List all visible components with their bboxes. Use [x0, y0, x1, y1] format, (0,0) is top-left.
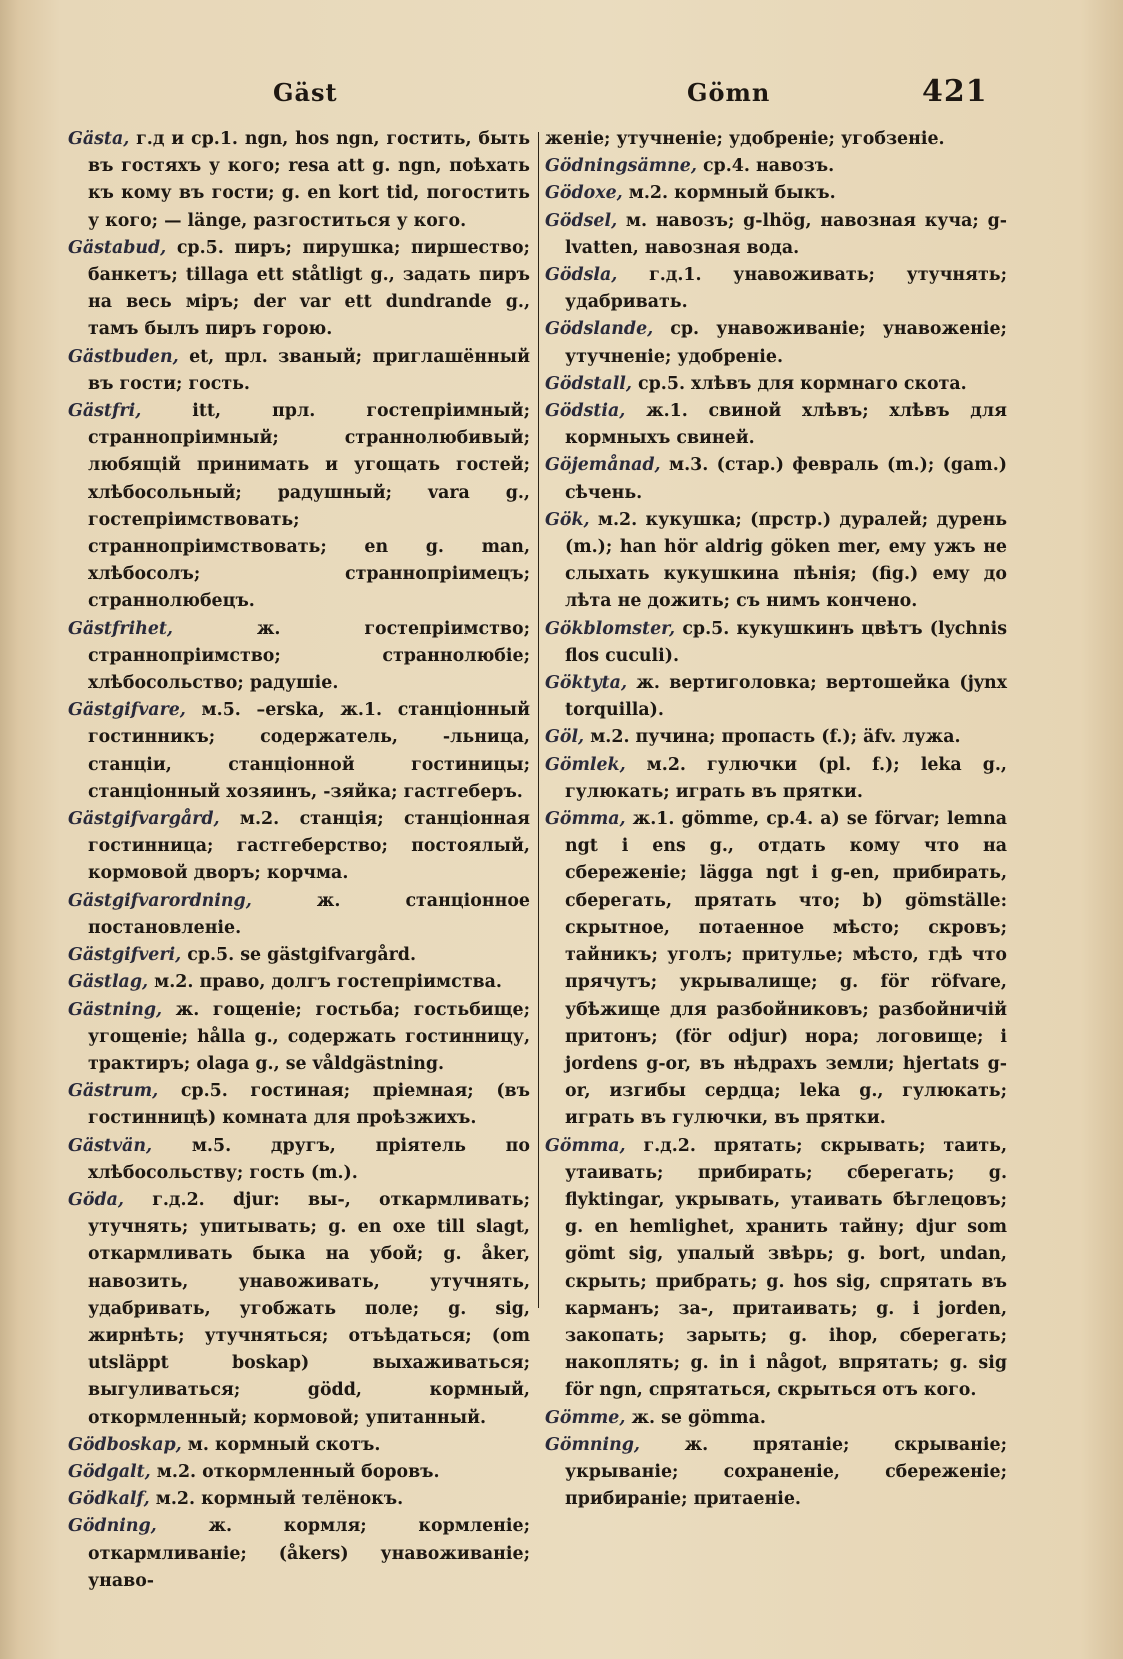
dictionary-entry: [68, 969, 530, 996]
entry-headword: Gästa,: [68, 129, 130, 149]
entry-definition: ж. прятаніе; скрываніе; укрываніе; сохраненіе, сбереженіе; прибираніе; притаеніе.: [565, 1434, 1007, 1510]
dictionary-entry: [68, 806, 530, 888]
entry-definition: г.д.2. djur: вы-, откармливать; утучнять; упитывать; g. en oxe till slagt, откармливать быка на убой; g. åker, навозить, унавоживать, утучнять, удабривать, угобжать поле; g. sig, жирнѣть; утучняться; отъѣдаться; (om utsläppt boskap) выхаживаться; выгуливаться; gödd, кормный, откормленный; кормовой; упитанный.: [88, 1189, 530, 1428]
entry-headword: Gästrum,: [68, 1081, 159, 1102]
dictionary-entry: [68, 1459, 530, 1486]
left-column: [68, 126, 530, 1595]
entry-definition: ж.1. gömme, ср.4. a) se förvar; lemna ngt i ens g., отдать кому что на сбереженіе; lägga ngt i g-en, прибирать, сберегать, прятать что; b) gömställe: скрытное, потаенное мѣсто; скровъ; тайникъ; уголъ; притулье; мѣсто, гдѣ что прячутъ; укрывалище; g. för röfvare, убѣжище для разбойниковъ; разбойничій притонъ; (för odjur) нора; логовище; i jordens g-or, въ нѣдрахъ земли; hjertats g-or, изгибы сердца; leka g., гулюкать; играть въ гулючки, въ прятки.: [565, 809, 1007, 1129]
entry-definition: м.2. станція; станціонная гостинница; гастгеберство; постоялый, кормовой дворъ; корчма.: [88, 809, 530, 884]
dictionary-entry: [545, 371, 1007, 398]
page-number: 421: [922, 74, 988, 109]
dictionary-entry: [68, 1187, 530, 1432]
dictionary-entry: [545, 806, 1007, 1132]
entry-definition: м.5. –erska, ж.1. станціонный гостинникъ; содержатель, -льница, станціи, станціонной гостиницы; станціонный хозяинъ, -зяйка; гастгеберъ.: [88, 700, 530, 802]
entry-definition: м.2. кормный телёнокъ.: [155, 1489, 404, 1510]
entry-definition: м.3. (стар.) февраль (m.); (gam.) сѣчень.: [565, 455, 1007, 503]
entry-definition: г.д.1. унавоживать; утучнять; удабривать.: [565, 265, 1007, 313]
dictionary-entry: [545, 262, 1007, 316]
entry-headword: Göktyta,: [545, 673, 627, 694]
entry-headword: Gästvän,: [68, 1135, 153, 1156]
entry-headword: Gästgifvare,: [68, 700, 186, 721]
dictionary-entry: [545, 126, 1007, 153]
entry-definition: ср.5. кукушкинъ цвѣтъ (lychnis flos cuculi).: [565, 618, 1007, 666]
entry-headword: Gästlag,: [68, 972, 149, 993]
entry-definition: м. навозъ; g-lhög, навозная куча; g-lvatten, навозная вода.: [565, 210, 1007, 258]
column-divider: [538, 132, 539, 1308]
entry-definition: м.2. право, долгъ гостепріимства.: [154, 972, 502, 993]
entry-headword: Gömlek,: [545, 754, 626, 775]
entry-definition: м.2. кукушка; (прстр.) дуралей; дурень (m.); han hör aldrig göken mer, ему ужъ не слыхать кукушкина пѣнія; (fig.) ему до лѣта не дожить; съ нимъ кончено.: [565, 509, 1007, 612]
dictionary-entry: [68, 344, 530, 398]
entry-headword: Gödslande,: [545, 319, 654, 340]
entry-definition: м. кормный скотъ.: [187, 1434, 381, 1455]
entry-headword: Gömning,: [545, 1434, 640, 1455]
entry-headword: Gästfrihet,: [68, 618, 173, 639]
entry-definition: ср.5. хлѣвъ для кормнаго скота.: [638, 373, 967, 394]
entry-definition: ж. станціонное постановленіе.: [88, 890, 530, 938]
dictionary-entry: [68, 997, 530, 1079]
entry-definition: м.2. откормленный боровъ.: [156, 1461, 440, 1482]
dictionary-entry: [68, 1078, 530, 1132]
entry-headword: Gödboskap,: [68, 1434, 182, 1455]
entry-definition: ср.4. навозъ.: [702, 156, 835, 177]
entry-definition: г.д и ср.1. ngn, hos ngn, гостить, быть въ гостяхъ у кого; resa att g. ngn, поѣхать къ кому въ гости; g. en kort tid, погостить у кого; — länge, разгоститься у кого.: [88, 129, 530, 231]
entry-headword: Gästning,: [68, 999, 163, 1020]
dictionary-entry: [68, 398, 530, 616]
entry-headword: Göjemånad,: [545, 455, 661, 476]
dictionary-entry: [545, 616, 1007, 670]
entry-definition: ж.1. свиной хлѣвъ; хлѣвъ для кормныхъ свиней.: [565, 401, 1008, 449]
dictionary-entry: [68, 1486, 530, 1513]
dictionary-entry: [545, 724, 1007, 751]
entry-definition: ср.5. se gästgifvargård.: [187, 945, 417, 966]
entry-definition: ср.5. гостиная; пріемная; (въ гостинницѣ) комната для проѣзжихъ.: [88, 1081, 530, 1129]
dictionary-entry: [545, 1432, 1007, 1514]
entry-headword: Gödsel,: [545, 210, 618, 231]
right-column: [545, 126, 1007, 1513]
entry-definition: ж. гощеніе; гостьба; гостьбище; угощеніе; hålla g., содержать гостинницу, трактиръ; olaga g., se våldgästning.: [88, 999, 530, 1074]
dictionary-entry: [545, 208, 1007, 262]
entry-headword: Göda,: [68, 1189, 124, 1210]
entry-headword: Gödning,: [68, 1516, 157, 1537]
entry-definition: ср.5. пиръ; пирушка; пиршество; банкетъ; tillaga ett ståtligt g., задать пиръ на весь міръ; der var ett dundrande g., тамъ былъ пиръ горою.: [88, 237, 530, 340]
dictionary-entry: [545, 398, 1007, 452]
dictionary-entry: [545, 1133, 1007, 1405]
dictionary-entry: [68, 616, 530, 698]
dictionary-entry: [68, 942, 530, 969]
entry-definition: г.д.2. прятать; скрывать; таить, утаивать; прибирать; сберегать; g. flyktingar, укрывать, утаивать бѣглецовъ; g. en hemlighet, хранить тайну; djur som gömt sig, упалый звѣрь; g. bort, undan, скрыть; прибрать; g. hos sig, спрятать въ карманъ; за-, притаивать; g. i jorden, закопать; зарыть; g. ihop, сберегать; накоплять; g. in i något, впрятать; g. sig för ngn, спрятаться, скрыться отъ кого.: [565, 1135, 1007, 1401]
dictionary-entry: [68, 697, 530, 806]
entry-definition: et, прл. званый; приглашённый въ гости; гость.: [88, 346, 531, 394]
entry-headword: Gök,: [545, 509, 590, 530]
entry-definition: ж. se gömma.: [631, 1407, 766, 1428]
dictionary-entry: [545, 153, 1007, 180]
entry-headword: Gästgifveri,: [68, 945, 182, 966]
dictionary-entry: [68, 126, 530, 235]
dictionary-entry: [68, 1133, 530, 1187]
entry-headword: Gästgifvargård,: [68, 809, 220, 830]
entry-headword: Gömma,: [545, 1135, 626, 1156]
entry-headword: Gödstall,: [545, 373, 632, 394]
entry-headword: Gökblomster,: [545, 618, 676, 639]
entry-definition: ж. вертиголовка; вертошейка (jynx torquilla).: [565, 673, 1007, 721]
entry-headword: Gästbuden,: [68, 346, 179, 367]
entry-definition: м.5. другъ, пріятель по хлѣбосольству; гость (m.).: [88, 1135, 530, 1183]
entry-definition: ж. кормля; кормленіе; откармливаніе; (åkers) унавоживаніе; унаво-: [88, 1516, 531, 1591]
entry-headword: Gömma,: [545, 809, 626, 830]
dictionary-entry: [545, 316, 1007, 370]
entry-definition: м.2. пучина; пропасть (f.); äfv. лужа.: [590, 727, 961, 748]
dictionary-entry: [545, 752, 1007, 806]
entry-headword: Göl,: [545, 727, 585, 748]
entry-headword: Gödkalf,: [68, 1489, 150, 1510]
entry-definition: м.2. кормный быкъ.: [628, 183, 836, 204]
dictionary-entry: [68, 1432, 530, 1459]
entry-headword: Gästfri,: [68, 401, 142, 422]
entry-headword: Gödstia,: [545, 401, 626, 422]
entry-headword: Gästgifvarordning,: [68, 890, 252, 911]
entry-headword: Gömme,: [545, 1407, 626, 1428]
dictionary-entry: [68, 888, 530, 942]
entry-headword: Gödningsämne,: [545, 156, 697, 177]
entry-definition: м.2. гулючки (pl. f.); leka g., гулюкать; играть въ прятки.: [565, 754, 1007, 802]
dictionary-entry: [68, 1513, 530, 1595]
entry-headword: Gödoxe,: [545, 183, 623, 204]
dictionary-entry: [545, 180, 1007, 207]
dictionary-entry: [545, 507, 1007, 616]
entry-headword: Gödgalt,: [68, 1461, 151, 1482]
entry-definition: женіе; утучненіе; удобреніе; угобзеніе.: [545, 129, 945, 149]
dictionary-entry: [545, 670, 1007, 724]
dictionary-entry: [545, 452, 1007, 506]
entry-definition: ж. гостепріимство; страннопріимство; страннолюбіе; хлѣбосольство; радушіе.: [88, 618, 530, 694]
entry-headword: Gödsla,: [545, 265, 618, 286]
right-guide-word: Gömn: [687, 78, 771, 107]
entry-definition: ср. унавоживаніе; унавоженіе; утучненіе; удобреніе.: [565, 319, 1007, 367]
page-header: [0, 74, 1123, 118]
entry-definition: itt, прл. гостепріимный; страннопріимный; страннолюбивый; любящій принимать и угощать гостей; хлѣбосольный; радушный; vara g., гостепріимствовать; страннопріимствовать; en g. man, хлѣбосолъ; страннопріимецъ; страннолюбецъ.: [88, 401, 530, 612]
dictionary-entry: [545, 1405, 1007, 1432]
left-guide-word: Gäst: [273, 78, 338, 107]
dictionary-entry: [68, 235, 530, 344]
entry-headword: Gästabud,: [68, 237, 167, 258]
